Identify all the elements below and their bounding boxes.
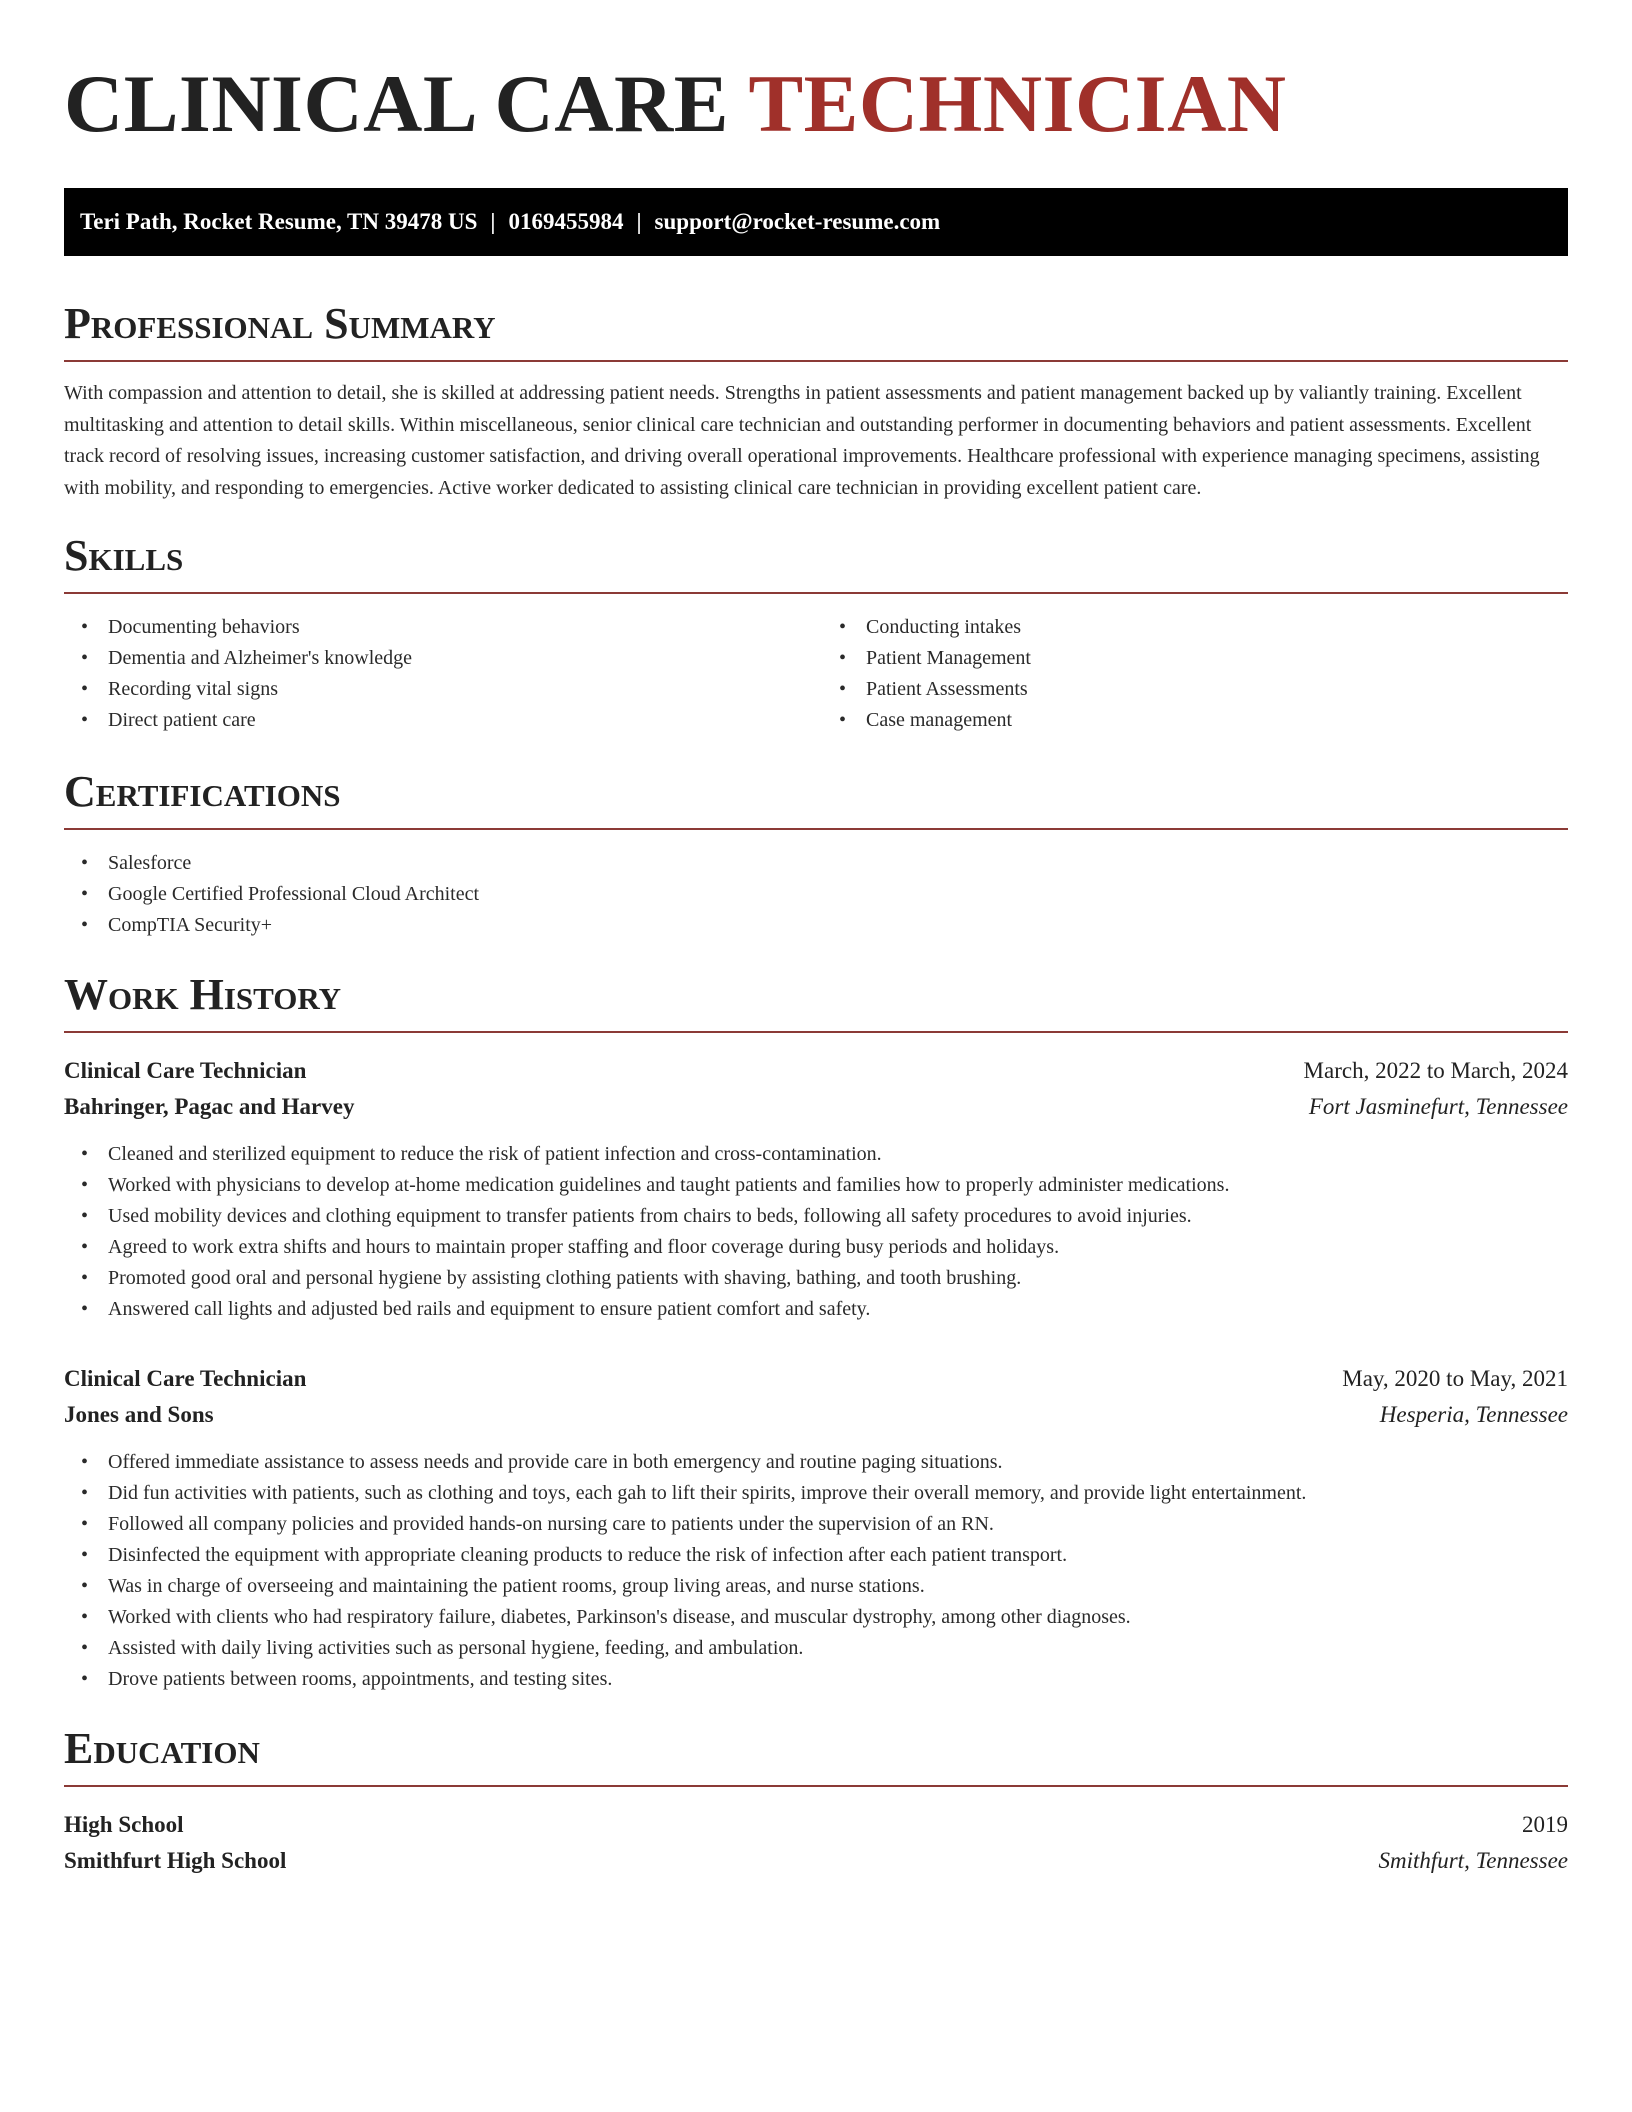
job-duty: • Was in charge of overseeing and maintaining the patient rooms, group living areas, and nurse stations. <box>108 1571 1568 1602</box>
certifications-section <box>64 766 1568 941</box>
skill-item: • Direct patient care <box>108 705 816 736</box>
skills-list-left <box>64 612 816 736</box>
skill-item: • Patient Assessments <box>866 674 1568 705</box>
job-duty: • Did fun activities with patients, such as clothing and toys, each gah to lift their spirits, improve their overall memory, and provide light entertainment. <box>108 1478 1568 1509</box>
job-entry <box>64 1053 1568 1325</box>
job-duty: • Cleaned and sterilized equipment to reduce the risk of patient infection and cross-contamination. <box>108 1139 1568 1170</box>
job-duty: • Worked with physicians to develop at-home medication guidelines and taught patients and families how to properly administer medications. <box>108 1170 1568 1201</box>
skill-item: • Case management <box>866 705 1568 736</box>
skills-list-right <box>816 612 1568 736</box>
job-duties-list <box>64 1139 1568 1325</box>
skills-grid <box>64 612 1568 736</box>
job-duties-list <box>64 1447 1568 1695</box>
certification-item: • CompTIA Security+ <box>108 910 1568 941</box>
contact-separator: | <box>490 209 496 234</box>
job-company: Jones and Sons <box>64 1402 214 1427</box>
job-location: Hesperia, Tennessee <box>1379 1402 1568 1427</box>
contact-email: support@rocket-resume.com <box>654 209 941 234</box>
education-location: Smithfurt, Tennessee <box>1378 1848 1568 1873</box>
job-dates: May, 2020 to May, 2021 <box>1342 1366 1568 1391</box>
work-history-section <box>64 969 1568 1695</box>
skill-item: • Conducting intakes <box>866 612 1568 643</box>
work-history-heading: Work History <box>64 969 1568 1033</box>
education-year: 2019 <box>1522 1812 1568 1837</box>
skill-item: • Documenting behaviors <box>108 612 816 643</box>
certification-item: • Salesforce <box>108 848 1568 879</box>
contact-address: Teri Path, Rocket Resume, TN 39478 US <box>80 209 478 234</box>
job-dates: March, 2022 to March, 2024 <box>1303 1058 1568 1083</box>
job-title-row <box>64 1053 1568 1089</box>
education-entry <box>64 1807 1568 1879</box>
education-school-row <box>64 1843 1568 1879</box>
title-part-primary: CLINICAL CARE <box>64 58 729 149</box>
skill-item: • Patient Management <box>866 643 1568 674</box>
summary-section <box>64 298 1568 504</box>
job-duty: • Followed all company policies and provided hands-on nursing care to patients under the supervision of an RN. <box>108 1509 1568 1540</box>
skill-item: • Dementia and Alzheimer's knowledge <box>108 643 816 674</box>
job-title: Clinical Care Technician <box>64 1366 307 1391</box>
job-duty: • Worked with clients who had respiratory failure, diabetes, Parkinson's disease, and muscular dystrophy, among other diagnoses. <box>108 1602 1568 1633</box>
certifications-list <box>64 848 1568 941</box>
job-duty: • Used mobility devices and clothing equipment to transfer patients from chairs to beds, following all safety procedures to avoid injuries. <box>108 1201 1568 1232</box>
skills-heading: Skills <box>64 530 1568 594</box>
education-school: Smithfurt High School <box>64 1848 287 1873</box>
job-duty: • Drove patients between rooms, appointments, and testing sites. <box>108 1664 1568 1695</box>
education-degree: High School <box>64 1812 184 1837</box>
title-part-accent: TECHNICIAN <box>748 58 1287 149</box>
job-entry <box>64 1361 1568 1695</box>
job-title: Clinical Care Technician <box>64 1058 307 1083</box>
education-degree-row <box>64 1807 1568 1843</box>
skills-section <box>64 530 1568 736</box>
job-duty: • Answered call lights and adjusted bed rails and equipment to ensure patient comfort and safety. <box>108 1294 1568 1325</box>
contact-bar <box>64 188 1568 256</box>
skill-item: • Recording vital signs <box>108 674 816 705</box>
job-duty: • Assisted with daily living activities such as personal hygiene, feeding, and ambulation. <box>108 1633 1568 1664</box>
job-title-row <box>64 1361 1568 1397</box>
education-heading: Education <box>64 1723 1568 1787</box>
job-duty: • Offered immediate assistance to assess needs and provide care in both emergency and routine paging situations. <box>108 1447 1568 1478</box>
job-duty: • Promoted good oral and personal hygiene by assisting clothing patients with shaving, bathing, and tooth brushing. <box>108 1263 1568 1294</box>
job-location: Fort Jasminefurt, Tennessee <box>1308 1094 1568 1119</box>
job-duty: • Disinfected the equipment with appropriate cleaning products to reduce the risk of infection after each patient transport. <box>108 1540 1568 1571</box>
education-section <box>64 1723 1568 1879</box>
certification-item: • Google Certified Professional Cloud Architect <box>108 879 1568 910</box>
job-company-row <box>64 1089 1568 1125</box>
certifications-heading: Certifications <box>64 766 1568 830</box>
job-company-row <box>64 1397 1568 1433</box>
contact-phone: 0169455984 <box>508 209 624 234</box>
summary-text: With compassion and attention to detail, she is skilled at addressing patient needs. Strengths in patient assessments and patient management backed up by valiantly training. Excellent multitasking and attention to detail skills. Within miscellaneous, senior clinical care technician and outstanding performer in documenting behaviors and patient assessments. Excellent track record of resolving issues, increasing customer satisfaction, and driving overall operational improvements. Healthcare professional with experience managing specimens, assisting with mobility, and responding to emergencies. Active worker dedicated to assisting clinical care technician in providing excellent patient care. <box>64 382 1540 499</box>
summary-heading: Professional Summary <box>64 298 1568 362</box>
contact-separator: | <box>636 209 642 234</box>
resume-title <box>64 58 1568 150</box>
job-duty: • Agreed to work extra shifts and hours to maintain proper staffing and floor coverage during busy periods and holidays. <box>108 1232 1568 1263</box>
job-company: Bahringer, Pagac and Harvey <box>64 1094 355 1119</box>
